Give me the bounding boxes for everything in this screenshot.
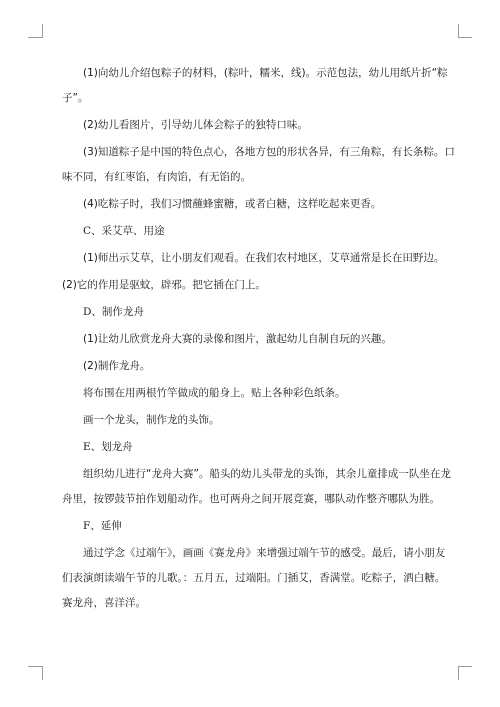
text-line: 赛龙舟，喜洋洋。	[62, 597, 146, 609]
text-line: (2)它的作用是驱蚊，辟邪。把它插在门上。	[62, 279, 266, 291]
text-line: 舟里，按锣鼓节拍作划船动作。也可两舟之间开展竞赛，哪队动作整齐哪队为胜。	[62, 493, 440, 505]
crop-mark-top-left-h	[28, 37, 42, 38]
crop-mark-bottom-right-v	[458, 666, 459, 680]
text-line: (1)师出示艾草，让小朋友们观看。在我们农村地区，艾草通常是长在田野边。	[83, 252, 445, 264]
text-line: 们表演朗读端午节的儿歌。：五月五，过端阳。门插艾，香满堂。吃粽子，洒白糖。	[62, 572, 446, 584]
crop-mark-bottom-left-h	[28, 666, 42, 667]
section-heading: F、延伸	[83, 520, 122, 532]
document-body	[62, 66, 454, 610]
text-line: 将布围在用两根竹竿做成的船身上。贴上各种彩色纸条。	[83, 387, 346, 399]
text-line: (2)幼儿看图片，引导幼儿体会粽子的独特口味。	[83, 119, 308, 131]
section-heading: E、划龙舟	[83, 441, 133, 453]
text-line: (1)让幼儿欣赏龙舟大赛的录像和图片，激起幼儿自制自玩的兴趣。	[83, 333, 392, 345]
section-heading: D、制作龙舟	[83, 306, 144, 318]
crop-mark-top-right-v	[458, 24, 459, 38]
text-line: 画一个龙头，制作龙的头饰。	[83, 414, 220, 426]
crop-mark-top-right-h	[458, 37, 472, 38]
text-line: 子”。	[62, 92, 89, 104]
text-line: (3)知道粽子是中国的特色点心，各地方包的形状各异，有三角粽，有长条粽。口	[83, 146, 455, 158]
crop-mark-top-left-v	[42, 24, 43, 38]
section-heading: C、采艾草、用途	[83, 225, 165, 237]
text-line: (1)向幼儿介绍包粽子的材料，(粽叶，糯米，线)。示范包法，幼儿用纸片折“粽	[83, 67, 448, 79]
text-line: 组织幼儿进行“龙舟大赛”。船头的幼儿头带龙的头饰，其余儿童排成一队坐在龙	[83, 468, 451, 480]
crop-mark-bottom-left-v	[42, 666, 43, 680]
text-line: (2)制作龙舟。	[83, 360, 151, 372]
text-line: 味不同，有红枣馅，有肉馅，有无馅的。	[62, 171, 251, 183]
crop-mark-bottom-right-h	[458, 666, 472, 667]
text-line: 通过学念《过端午》，画画《赛龙舟》来增强过端午节的感受。最后，请小朋友	[83, 547, 446, 559]
text-line: (4)吃粽子时，我们习惯蘸蜂蜜糖，或者白糖，这样吃起来更香。	[83, 198, 382, 210]
